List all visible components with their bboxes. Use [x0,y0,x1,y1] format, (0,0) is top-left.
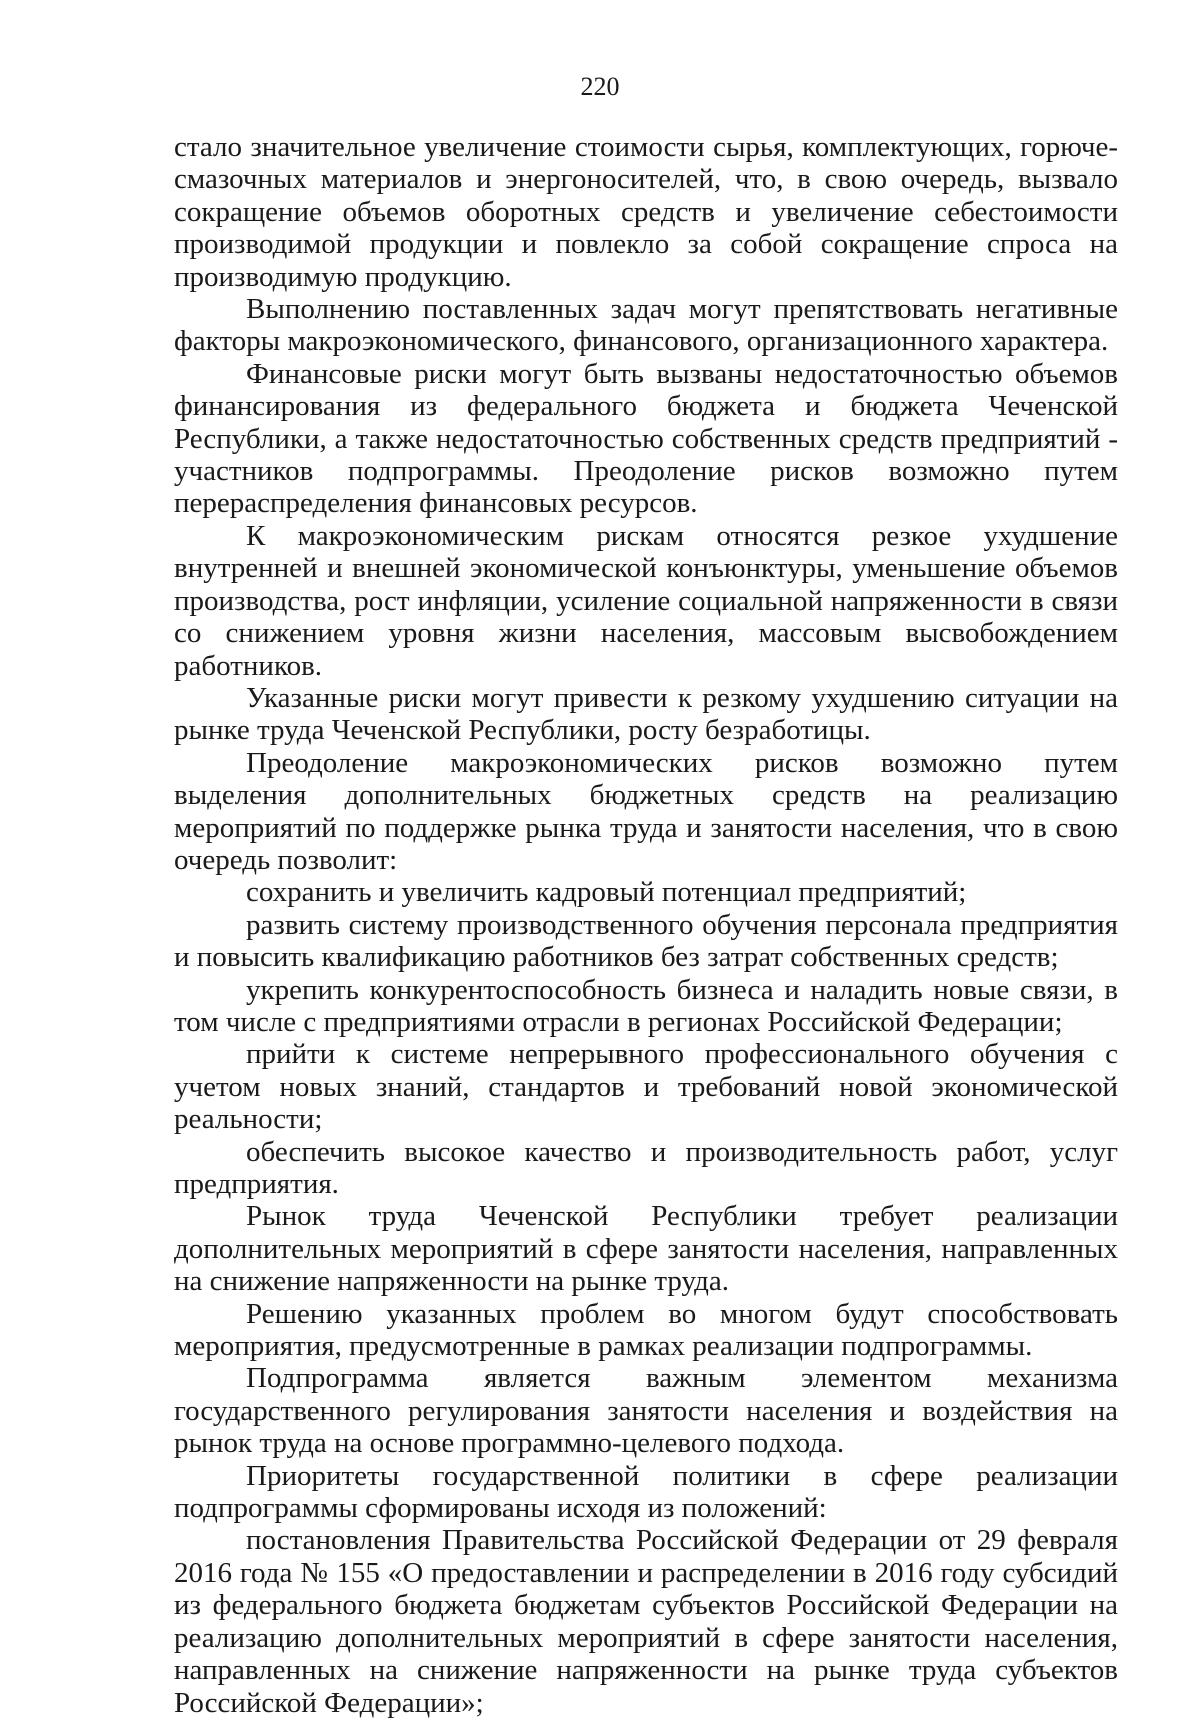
list-item-quality: обеспечить высокое качество и производительность работ, услуг предприятия. [174,1135,1118,1200]
paragraph-financial-risks: Финансовые риски могут быть вызваны недостаточностью объемов финансирования из федерального бюджета и бюджета Чеченской Республики, а также недостаточностью собственных средств предприятий - участников подпрограммы. Преодоление рисков возможно путем перераспределения финансовых ресурсов. [174,357,1118,520]
paragraph-labor-market: Рынок труда Чеченской Республики требует реализации дополнительных мероприятий в сфере занятости населения, направленных на снижение напряженности на рынке труда. [174,1200,1118,1298]
paragraph-subprogram-role: Подпрограмма является важным элементом механизма государственного регулирования занятости населения и воздействия на рынок труда на основе программно-целевого подхода. [174,1362,1118,1460]
paragraph-priorities: Приоритеты государственной политики в сфере реализации подпрограммы сформированы исходя из положений: [174,1459,1118,1525]
paragraph-overcoming-risks: Преодоление макроэкономических рисков возможно путем выделения дополнительных бюджетных средств на реализацию мероприятий по поддержке рынка труда и занятости населения, что в свою очередь позволит: [174,746,1118,876]
paragraph-negative-factors: Выполнению поставленных задач могут препятствовать негативные факторы макроэкономического, финансового, организационного характера. [174,293,1118,358]
paragraph-risk-consequences: Указанные риски могут привести к резкому ухудшению ситуации на рынке труда Чеченской Республики, росту безработицы. [174,681,1118,747]
list-item-training-system: развить систему производственного обучения персонала предприятия и повысить квалификацию работников без затрат собственных средств; [174,908,1118,974]
page-number: 220 [580,72,620,101]
list-item-retain-staff: сохранить и увеличить кадровый потенциал предприятий; [246,876,967,909]
list-item-continuous-education: прийти к системе непрерывного профессионального обучения с учетом новых знаний, стандартов и требований новой экономической реальности; [174,1038,1118,1136]
paragraph-resolution: постановления Правительства Российской Федерации от 29 февраля 2016 года № 155 «О предоставлении и распределении в 2016 году субсидий из федерального бюджета бюджетам субъектов Российской Федерации на реализацию дополнительных мероприятий в сфере занятости населения, направленных на снижение напряженности на рынке труда субъектов Российской Федерации»; [174,1524,1118,1719]
paragraph-solution: Решению указанных проблем во многом будут способствовать мероприятия, предусмотренные в рамках реализации подпрограммы. [174,1297,1118,1363]
document-body [174,131,1118,1719]
paragraph-continuation: стало значительное увеличение стоимости сырья, комплектующих, горюче-смазочных материалов и энергоносителей, что, в свою очередь, вызвало сокращение объемов оборотных средств и увеличение себестоимости производимой продукции и повлекло за собой сокращение спроса на производимую продукцию. [174,131,1118,293]
paragraph-macroeconomic-risks: К макроэкономическим рискам относятся резкое ухудшение внутренней и внешней экономической конъюнктуры, уменьшение объемов производства, рост инфляции, усиление социальной напряженности в связи со снижением уровня жизни населения, массовым высвобождением работников. [174,519,1118,682]
list-item-competitiveness: укрепить конкурентоспособность бизнеса и наладить новые связи, в том числе с предприятиями отрасли в регионах Российской Федерации; [174,973,1118,1038]
